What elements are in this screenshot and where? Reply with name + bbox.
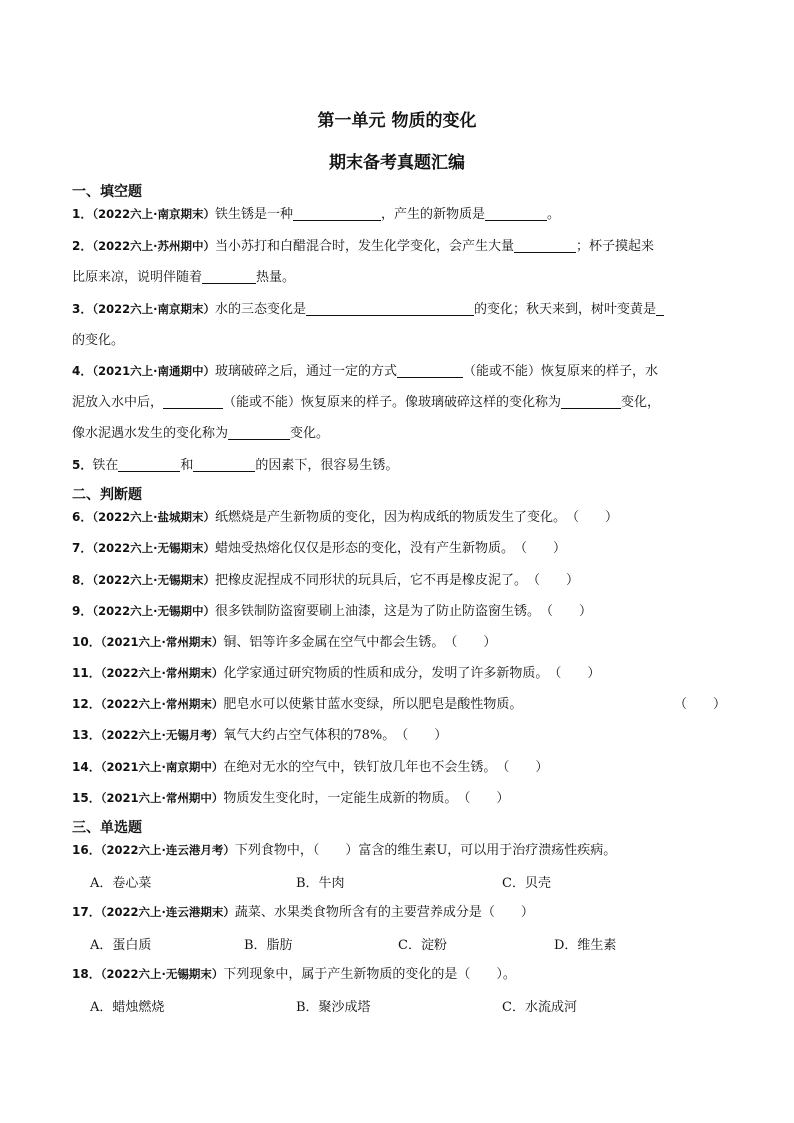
- answer-parentheses[interactable]: （ ）: [444, 635, 497, 650]
- question-source: （2022六上·无锡期末）: [100, 967, 224, 981]
- question-text: 肥皂水可以使紫甘蓝水变绿，所以肥皂是酸性物质。: [223, 697, 523, 712]
- question-number: 1．: [72, 207, 93, 221]
- answer-parentheses[interactable]: （ ）: [457, 791, 510, 806]
- question-text: 像水泥遇水发生的变化称为: [72, 426, 229, 441]
- answer-blank[interactable]: [202, 268, 256, 284]
- question-text: 的因素下，很容易生锈。: [255, 458, 399, 473]
- question-4: [72, 356, 736, 387]
- question-source: （2022六上·南京期末）: [92, 302, 215, 316]
- answer-blank[interactable]: [514, 237, 576, 253]
- question-text: 下列现象中，属于产生新物质的变化的是（ ）。: [223, 967, 516, 982]
- answer-blank[interactable]: [656, 300, 664, 316]
- question-number: 8．: [72, 573, 93, 587]
- option-a[interactable]: A．卷心菜: [90, 876, 152, 891]
- question-text: 当小苏打和白醋混合时，发生化学变化，会产生大量: [214, 239, 514, 254]
- option-b[interactable]: B．脂肪: [244, 938, 293, 953]
- question-source: （2021六上·常州期末）: [100, 635, 224, 649]
- answer-parentheses[interactable]: （ ）: [395, 728, 448, 743]
- question-text: 。: [547, 207, 561, 222]
- question-text: （能或不能）恢复原来的样子。像玻璃破碎这样的变化称为: [223, 395, 562, 410]
- question-number: 7．: [72, 541, 93, 555]
- question-text: 热量。: [256, 270, 296, 285]
- answer-blank[interactable]: [193, 456, 255, 472]
- question-10: [72, 627, 736, 658]
- question-number: 10．: [72, 635, 101, 649]
- question-text: 铁生锈是一种: [214, 207, 293, 222]
- question-source: （2021六上·常州期中）: [100, 791, 224, 805]
- question-number: 4．: [72, 364, 93, 378]
- section-heading-fill: 一、填空题: [72, 184, 142, 200]
- question-2-cont: [72, 262, 736, 293]
- answer-parentheses[interactable]: （ ）: [514, 541, 567, 556]
- question-text: 蔬菜、水果类食物所含有的主要营养成分是（ ）: [234, 905, 534, 920]
- options-16: [90, 872, 730, 892]
- answer-blank[interactable]: [397, 362, 463, 378]
- page-subtitle: 期末备考真题汇编: [329, 153, 465, 173]
- question-source: （2021六上·南通期中）: [92, 364, 215, 378]
- question-1: [72, 199, 736, 230]
- answer-blank[interactable]: [228, 424, 290, 440]
- question-text: 的变化。: [72, 333, 125, 348]
- question-text: 的变化；秋天来到，树叶变黄是: [474, 302, 657, 317]
- question-18: [72, 959, 736, 990]
- question-text: 在绝对无水的空气中，铁钉放几年也不会生锈。: [223, 760, 497, 775]
- question-number: 17．: [72, 905, 101, 919]
- options-17: [90, 934, 730, 954]
- question-source: （2022六上·常州期末）: [100, 666, 224, 680]
- question-number: 2．: [72, 239, 93, 253]
- question-number: 6．: [72, 510, 93, 524]
- section-heading-judge: 二、判断题: [72, 487, 142, 503]
- page-title: 第一单元 物质的变化: [317, 111, 477, 131]
- question-5: [72, 450, 736, 481]
- answer-blank[interactable]: [163, 393, 223, 409]
- question-text: 化学家通过研究物质的性质和成分，发明了许多新物质。: [223, 666, 549, 681]
- question-6: [72, 502, 736, 533]
- answer-blank[interactable]: [306, 300, 474, 316]
- question-source: （2021六上·南京期中）: [100, 760, 224, 774]
- question-3: [72, 294, 736, 325]
- answer-blank[interactable]: [293, 205, 381, 221]
- answer-parentheses[interactable]: （ ）: [566, 510, 619, 525]
- question-17: [72, 897, 736, 928]
- question-4-cont: [72, 387, 736, 418]
- question-text: 比原来凉，说明伴随着: [72, 270, 203, 285]
- option-b[interactable]: B．牛肉: [296, 876, 345, 891]
- question-source: （2022六上·盐城期末）: [92, 510, 215, 524]
- question-text: 变化，: [621, 395, 661, 410]
- option-b[interactable]: B．聚沙成塔: [296, 1000, 371, 1015]
- question-text: 物质发生变化时，一定能生成新的物质。: [223, 791, 458, 806]
- question-9: [72, 596, 736, 627]
- option-c[interactable]: C．贝壳: [502, 876, 551, 891]
- question-15: [72, 783, 736, 814]
- answer-blank[interactable]: [561, 393, 621, 409]
- question-text: 蜡烛受热熔化仅仅是形态的变化，没有产生新物质。: [214, 541, 514, 556]
- question-text: 铜、铝等许多金属在空气中都会生锈。: [223, 635, 445, 650]
- question-text: 氧气大约占空气体积的78%。: [223, 728, 396, 743]
- answer-parentheses[interactable]: （ ）: [496, 760, 549, 775]
- question-source: （2022六上·无锡月考）: [100, 728, 224, 742]
- question-14: [72, 752, 736, 783]
- question-source: （2022六上·常州期末）: [100, 697, 224, 711]
- question-number: 15．: [72, 791, 101, 805]
- question-8: [72, 565, 736, 596]
- answer-parentheses[interactable]: （ ）: [674, 697, 727, 712]
- question-source: （2022六上·南京期末）: [92, 207, 215, 221]
- question-3-cont: [72, 325, 736, 356]
- question-text: （能或不能）恢复原来的样子，水: [463, 364, 659, 379]
- question-text: 铁在: [92, 458, 119, 473]
- section-heading-choice: 三、单选题: [72, 820, 142, 836]
- question-number: 14．: [72, 760, 101, 774]
- answer-parentheses[interactable]: （ ）: [548, 666, 601, 681]
- question-source: （2022六上·连云港月考）: [100, 843, 235, 857]
- question-text: 和: [180, 458, 194, 473]
- question-16: [72, 835, 736, 866]
- question-text: 纸燃烧是产生新物质的变化，因为构成纸的物质发生了变化。: [214, 510, 566, 525]
- question-4-cont2: [72, 418, 736, 449]
- question-number: 9．: [72, 604, 93, 618]
- question-2: [72, 231, 736, 262]
- answer-blank[interactable]: [485, 205, 547, 221]
- option-c[interactable]: C．水流成河: [502, 1000, 577, 1015]
- answer-parentheses[interactable]: （ ）: [540, 604, 593, 619]
- question-11: [72, 658, 736, 689]
- question-text: 很多铁制防盗窗要刷上油漆，这是为了防止防盗窗生锈。: [214, 604, 540, 619]
- option-d[interactable]: D．维生素: [554, 938, 617, 953]
- option-a[interactable]: A．蛋白质: [90, 938, 152, 953]
- question-source: （2022六上·无锡期中）: [92, 604, 215, 618]
- options-18: [90, 996, 730, 1016]
- question-number: 5．: [72, 458, 93, 472]
- question-number: 12．: [72, 697, 101, 711]
- question-text: 变化。: [290, 426, 330, 441]
- option-a[interactable]: A．蜡烛燃烧: [90, 1000, 165, 1015]
- question-text: 玻璃破碎之后，通过一定的方式: [214, 364, 397, 379]
- question-number: 16．: [72, 843, 101, 857]
- question-number: 11．: [72, 666, 101, 680]
- question-text: 水的三态变化是: [214, 302, 306, 317]
- question-source: （2022六上·连云港期末）: [100, 905, 235, 919]
- question-text: ；杯子摸起来: [576, 239, 655, 254]
- question-7: [72, 533, 736, 564]
- answer-blank[interactable]: [118, 456, 180, 472]
- question-source: （2022六上·无锡期末）: [92, 573, 215, 587]
- question-number: 3．: [72, 302, 93, 316]
- question-text: 把橡皮泥捏成不同形状的玩具后，它不再是橡皮泥了。: [214, 573, 527, 588]
- question-text: ，产生的新物质是: [381, 207, 486, 222]
- question-source: （2022六上·无锡期末）: [92, 541, 215, 555]
- option-c[interactable]: C．淀粉: [398, 938, 447, 953]
- question-text: 泥放入水中后，: [72, 395, 164, 410]
- question-source: （2022六上·苏州期中）: [92, 239, 215, 253]
- question-12: [72, 689, 736, 720]
- question-13: [72, 720, 736, 751]
- question-number: 13．: [72, 728, 101, 742]
- question-text: 下列食物中，（ ）富含的维生素U，可以用于治疗溃疡性疾病。: [234, 843, 617, 858]
- question-number: 18．: [72, 967, 101, 981]
- answer-parentheses[interactable]: （ ）: [527, 573, 580, 588]
